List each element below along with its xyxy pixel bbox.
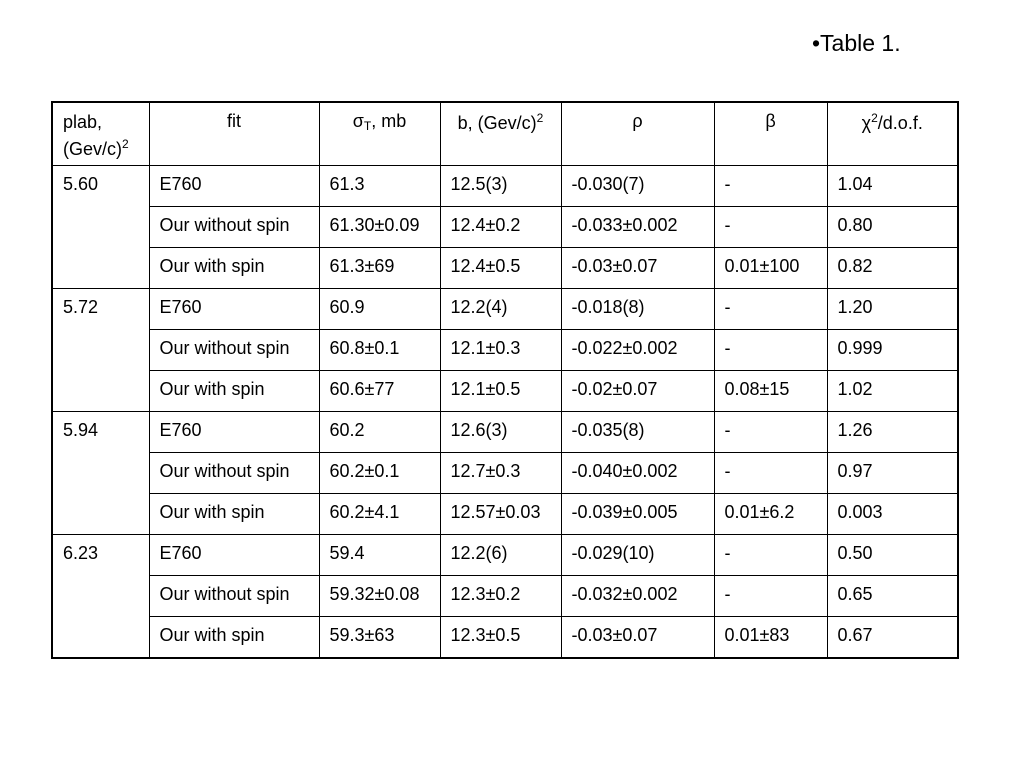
fit-cell: E760 — [149, 166, 319, 207]
chi-cell: 0.65 — [827, 576, 958, 617]
header-plab — [52, 102, 149, 166]
header-row — [52, 102, 958, 166]
b-cell: 12.7±0.3 — [440, 453, 561, 494]
fit-cell: Our with spin — [149, 371, 319, 412]
chi-cell: 0.999 — [827, 330, 958, 371]
fit-cell: Our without spin — [149, 453, 319, 494]
beta-cell: - — [714, 576, 827, 617]
plab-cell: 5.60 — [52, 166, 149, 289]
table-row — [52, 248, 958, 289]
b-cell: 12.5(3) — [440, 166, 561, 207]
table-row — [52, 412, 958, 453]
table-row — [52, 576, 958, 617]
rho-cell: -0.030(7) — [561, 166, 714, 207]
table-row — [52, 207, 958, 248]
beta-cell: 0.01±83 — [714, 617, 827, 659]
sigma-cell: 60.8±0.1 — [319, 330, 440, 371]
header-plab-sup: 2 — [122, 137, 129, 151]
fit-cell: Our without spin — [149, 330, 319, 371]
header-plab-line2: (Gev/c) — [63, 139, 123, 159]
b-cell: 12.4±0.2 — [440, 207, 561, 248]
header-plab-line1: plab, — [63, 112, 103, 132]
rho-cell: -0.040±0.002 — [561, 453, 714, 494]
fit-cell: E760 — [149, 289, 319, 330]
chi-cell: 0.82 — [827, 248, 958, 289]
sigma-cell: 59.3±63 — [319, 617, 440, 659]
beta-cell: - — [714, 412, 827, 453]
sigma-cell: 59.4 — [319, 535, 440, 576]
sigma-cell: 61.3±69 — [319, 248, 440, 289]
header-fit: fit — [149, 102, 319, 166]
sigma-cell: 60.9 — [319, 289, 440, 330]
table-row — [52, 371, 958, 412]
fit-cell: E760 — [149, 535, 319, 576]
beta-cell: 0.01±6.2 — [714, 494, 827, 535]
rho-cell: -0.035(8) — [561, 412, 714, 453]
chi-cell: 1.04 — [827, 166, 958, 207]
chi-cell: 1.26 — [827, 412, 958, 453]
beta-cell: - — [714, 453, 827, 494]
chi-cell: 1.20 — [827, 289, 958, 330]
b-cell: 12.3±0.5 — [440, 617, 561, 659]
fit-cell: E760 — [149, 412, 319, 453]
table-row — [52, 166, 958, 207]
chi-cell: 0.50 — [827, 535, 958, 576]
table-row — [52, 494, 958, 535]
fit-cell: Our without spin — [149, 207, 319, 248]
chi-cell: 0.80 — [827, 207, 958, 248]
rho-cell: -0.03±0.07 — [561, 248, 714, 289]
rho-cell: -0.018(8) — [561, 289, 714, 330]
b-cell: 12.1±0.3 — [440, 330, 561, 371]
rho-cell: -0.033±0.002 — [561, 207, 714, 248]
header-sigma-sub: T — [363, 119, 372, 133]
rho-cell: -0.029(10) — [561, 535, 714, 576]
rho-cell: -0.03±0.07 — [561, 617, 714, 659]
b-cell: 12.6(3) — [440, 412, 561, 453]
chi-cell: 0.67 — [827, 617, 958, 659]
beta-cell: 0.08±15 — [714, 371, 827, 412]
chi-cell: 0.97 — [827, 453, 958, 494]
header-chi-sup: 2 — [871, 111, 878, 125]
plab-cell: 5.94 — [52, 412, 149, 535]
table-row — [52, 453, 958, 494]
results-table-body — [52, 166, 958, 659]
chi-cell: 0.003 — [827, 494, 958, 535]
rho-cell: -0.032±0.002 — [561, 576, 714, 617]
sigma-cell: 61.30±0.09 — [319, 207, 440, 248]
sigma-cell: 60.2±0.1 — [319, 453, 440, 494]
sigma-cell: 60.2 — [319, 412, 440, 453]
sigma-cell: 60.2±4.1 — [319, 494, 440, 535]
beta-cell: - — [714, 330, 827, 371]
b-cell: 12.2(6) — [440, 535, 561, 576]
sigma-cell: 60.6±77 — [319, 371, 440, 412]
header-b-base: b, (Gev/c) — [457, 113, 537, 133]
slide-title: •Table 1. — [812, 30, 901, 56]
header-chi-base: χ — [861, 113, 872, 133]
beta-cell: - — [714, 166, 827, 207]
sigma-cell: 59.32±0.08 — [319, 576, 440, 617]
b-cell: 12.4±0.5 — [440, 248, 561, 289]
b-cell: 12.3±0.2 — [440, 576, 561, 617]
beta-cell: - — [714, 207, 827, 248]
plab-cell: 5.72 — [52, 289, 149, 412]
beta-cell: - — [714, 535, 827, 576]
header-chi-rest: /d.o.f. — [877, 113, 923, 133]
header-rho: ρ — [561, 102, 714, 166]
fit-cell: Our with spin — [149, 494, 319, 535]
b-cell: 12.2(4) — [440, 289, 561, 330]
b-cell: 12.57±0.03 — [440, 494, 561, 535]
table-row — [52, 289, 958, 330]
rho-cell: -0.02±0.07 — [561, 371, 714, 412]
header-chi — [827, 102, 958, 166]
header-b — [440, 102, 561, 166]
sigma-cell: 61.3 — [319, 166, 440, 207]
beta-cell: 0.01±100 — [714, 248, 827, 289]
plab-cell: 6.23 — [52, 535, 149, 659]
header-sigma-rest: , mb — [371, 111, 407, 131]
b-cell: 12.1±0.5 — [440, 371, 561, 412]
header-beta: β — [714, 102, 827, 166]
table-row — [52, 330, 958, 371]
table-row — [52, 535, 958, 576]
fit-cell: Our with spin — [149, 248, 319, 289]
fit-cell: Our without spin — [149, 576, 319, 617]
rho-cell: -0.022±0.002 — [561, 330, 714, 371]
results-table — [51, 101, 959, 659]
header-b-sup: 2 — [536, 111, 544, 125]
header-sigma-base: σ — [352, 111, 364, 131]
table-row — [52, 617, 958, 659]
chi-cell: 1.02 — [827, 371, 958, 412]
fit-cell: Our with spin — [149, 617, 319, 659]
header-sigma — [319, 102, 440, 166]
beta-cell: - — [714, 289, 827, 330]
rho-cell: -0.039±0.005 — [561, 494, 714, 535]
